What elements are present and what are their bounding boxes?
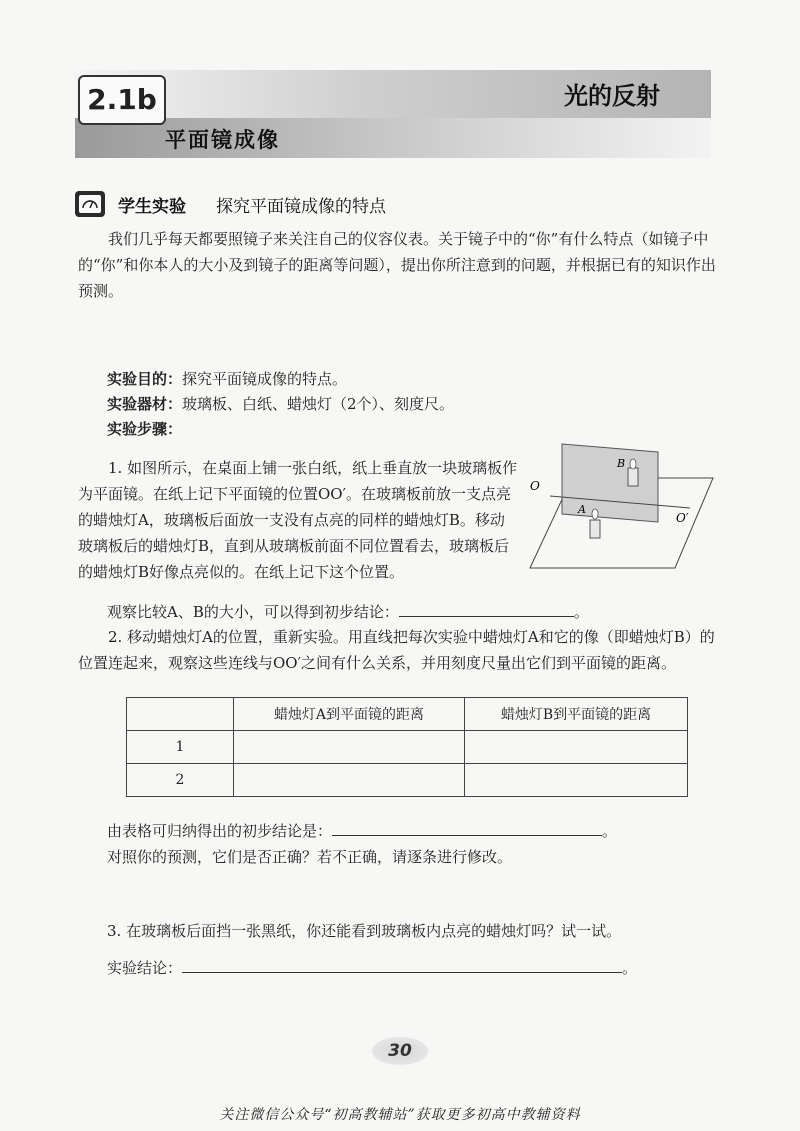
experiment-meter-icon xyxy=(75,191,105,217)
step3-line: 3. 在玻璃板后面挡一张黑纸，你还能看到玻璃板内点亮的蜡烛灯吗？试一试。 xyxy=(107,922,622,940)
label-o: O xyxy=(530,479,540,493)
row-index: 1 xyxy=(127,731,234,764)
step1-paragraph: 1. 如图所示，在桌面上铺一张白纸，纸上垂直放一块玻璃板作为平面镜。在纸上记下平面镜的位置OO′。在玻璃板前放一支点亮的蜡烛灯A，玻璃板后面放一支没有点亮的同样的蜡烛灯B。移动玻璃板后的蜡烛灯B，直到从玻璃板前面不同位置看去，玻璃板后的蜡烛灯B好像点亮似的。在纸上记下这个位置。 xyxy=(78,459,518,581)
experiment-label: 学生实验 xyxy=(118,197,186,217)
table-header-b: 蜡烛灯B到平面镜的距离 xyxy=(465,698,688,731)
conclusion-text: 由表格可归纳得出的初步结论是： xyxy=(107,822,333,840)
equipment-text: 玻璃板、白纸、蜡烛灯（2个）、刻度尺。 xyxy=(182,395,455,413)
observe-period: 。 xyxy=(573,603,589,621)
equipment-label: 实验器材： xyxy=(107,395,183,413)
result-blank[interactable] xyxy=(182,958,622,973)
purpose-label: 实验目的： xyxy=(107,370,183,388)
cell-b[interactable] xyxy=(465,731,688,764)
mirror-figure xyxy=(520,438,720,586)
observe-blank[interactable] xyxy=(399,602,574,617)
section-subtitle: 平面镜成像 xyxy=(165,128,280,152)
conclusion-period: 。 xyxy=(602,822,618,840)
label-o-prime: O′ xyxy=(676,511,689,525)
page-number: 30 xyxy=(372,1037,428,1065)
result-line xyxy=(107,956,637,980)
purpose-line xyxy=(107,367,347,391)
steps-line xyxy=(107,417,182,441)
footer-note: 关注微信公众号“初高教辅站”获取更多初高中教辅资料 xyxy=(219,1107,581,1123)
step2-paragraph: 2. 移动蜡烛灯A的位置，重新实验。用直线把每次实验中蜡烛灯A和它的像（即蜡烛灯B）的位置连起来，观察这些连线与OO′之间有什么关系，并用刻度尺量出它们到平面镜的距离。 xyxy=(78,628,715,672)
result-label: 实验结论： xyxy=(107,959,183,977)
label-b: B xyxy=(617,457,626,470)
conclusion-line xyxy=(107,819,617,843)
steps-label: 实验步骤： xyxy=(107,420,183,438)
intro-paragraph: 我们几乎每天都要照镜子来关注自己的仪容仪表。关于镜子中的“你”有什么特点（如镜子中的“你”和你本人的大小及到镜子的距离等问题），提出你所注意到的问题，并根据已有的知识作出预测。 xyxy=(78,230,716,300)
conclusion-blank[interactable] xyxy=(332,821,602,836)
purpose-text: 探究平面镜成像的特点。 xyxy=(182,370,348,388)
cell-b[interactable] xyxy=(465,764,688,797)
table-row xyxy=(127,764,688,797)
distance-table xyxy=(126,697,688,797)
label-a: A xyxy=(578,503,586,516)
table-row xyxy=(127,731,688,764)
equipment-line xyxy=(107,392,454,416)
observe-line xyxy=(107,600,589,624)
experiment-title: 探究平面镜成像的特点 xyxy=(216,197,386,217)
experiment-heading xyxy=(118,192,386,217)
row-index: 2 xyxy=(127,764,234,797)
cell-a[interactable] xyxy=(234,731,465,764)
result-period: 。 xyxy=(622,959,638,977)
section-number: 2.1b xyxy=(78,75,166,125)
table-header-row xyxy=(127,698,688,731)
cell-a[interactable] xyxy=(234,764,465,797)
glass-plate xyxy=(562,444,658,522)
table-header-a: 蜡烛灯A到平面镜的距离 xyxy=(234,698,465,731)
observe-text: 观察比较A、B的大小，可以得到初步结论： xyxy=(107,603,399,621)
chapter-title: 光的反射 xyxy=(564,82,660,110)
table-header-blank xyxy=(127,698,234,731)
check-line: 对照你的预测，它们是否正确？若不正确，请逐条进行修改。 xyxy=(107,848,513,866)
